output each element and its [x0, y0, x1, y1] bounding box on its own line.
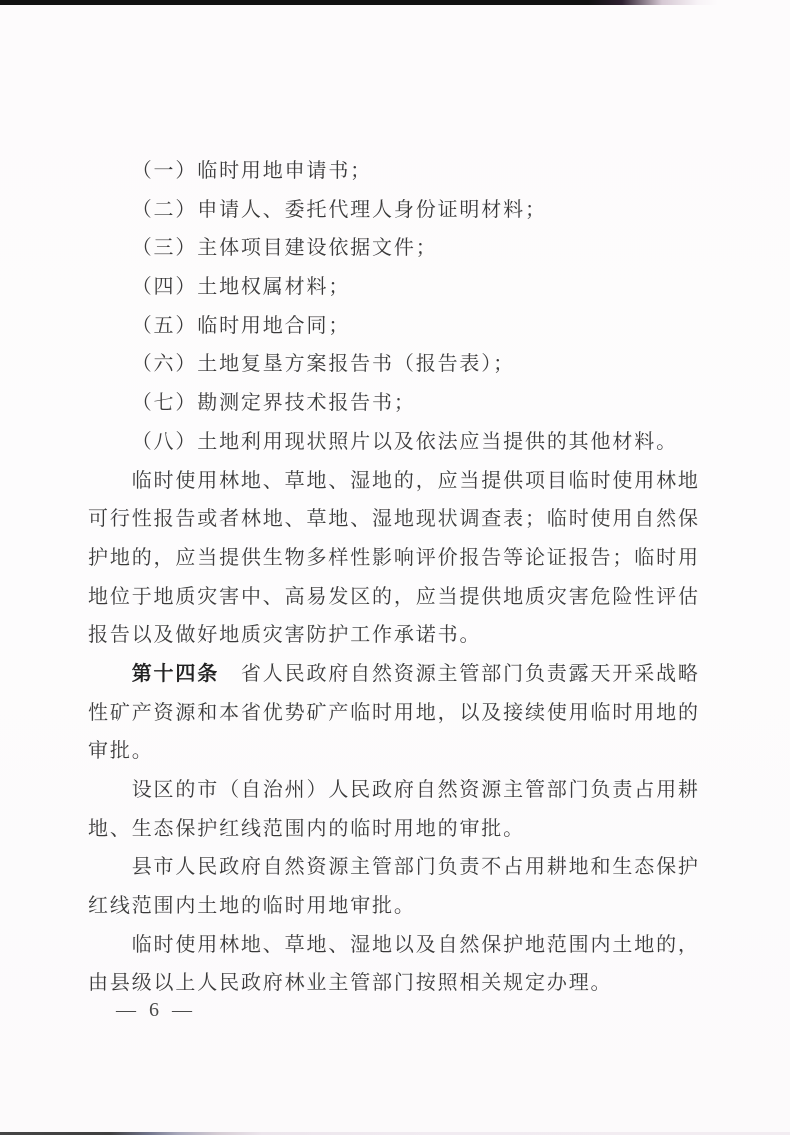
paragraph-line: 护地的，应当提供生物多样性影响评价报告等论证报告；临时用 [88, 546, 700, 569]
list-item-1: （一）临时用地申请书； [131, 160, 373, 182]
paragraph-line: 设区的市（自治州）人民政府自然资源主管部门负责占用耕 [131, 779, 700, 801]
paragraph-line: 审批。 [88, 740, 154, 763]
list-item-8: （八）土地利用现状照片以及依法应当提供的其他材料。 [131, 430, 678, 453]
page-number: — 6 — [116, 999, 196, 1021]
document-body [88, 152, 704, 1003]
paragraph-line: 临时使用林地、草地、湿地的，应当提供项目临时使用林地 [131, 469, 700, 492]
list-item-7: （七）勘测定界技术报告书； [131, 392, 416, 415]
article-text: 省人民政府自然资源主管部门负责露天开采战略 [240, 662, 700, 685]
list-item-2: （二）申请人、委托代理人身份证明材料； [131, 198, 547, 221]
paragraph-line: 性矿产资源和本省优势矿产临时用地，以及接续使用临时用地的 [88, 701, 700, 724]
paragraph-line: 红线范围内土地的临时用地审批。 [88, 895, 416, 918]
list-item-4: （四）土地权属材料； [131, 276, 351, 299]
paragraph-line: 临时使用林地、草地、湿地以及自然保护地范围内土地的， [131, 933, 700, 956]
paragraph-line: 地、生态保护红线范围内的临时用地的审批。 [88, 817, 525, 840]
article-14-heading-line [88, 655, 704, 694]
paragraph-line: 可行性报告或者林地、草地、湿地现状调查表；临时使用自然保 [88, 508, 700, 531]
list-item-6: （六）土地复垦方案报告书（报告表）； [131, 353, 515, 376]
paragraph-line: 由县级以上人民政府林业主管部门按照相关规定办理。 [88, 972, 613, 995]
list-item-3: （三）主体项目建设依据文件； [131, 237, 438, 260]
paragraph-line: 县市人民政府自然资源主管部门负责不占用耕地和生态保护 [131, 856, 700, 879]
paragraph-line: 地位于地质灾害中、高易发区的，应当提供地质灾害危险性评估 [88, 585, 700, 608]
paragraph-line: 报告以及做好地质灾害防护工作承诺书。 [88, 624, 482, 647]
scan-artifact-top-edge [0, 0, 790, 5]
list-item-5: （五）临时用地合同； [131, 314, 351, 337]
article-number: 第十四条 [131, 662, 220, 685]
